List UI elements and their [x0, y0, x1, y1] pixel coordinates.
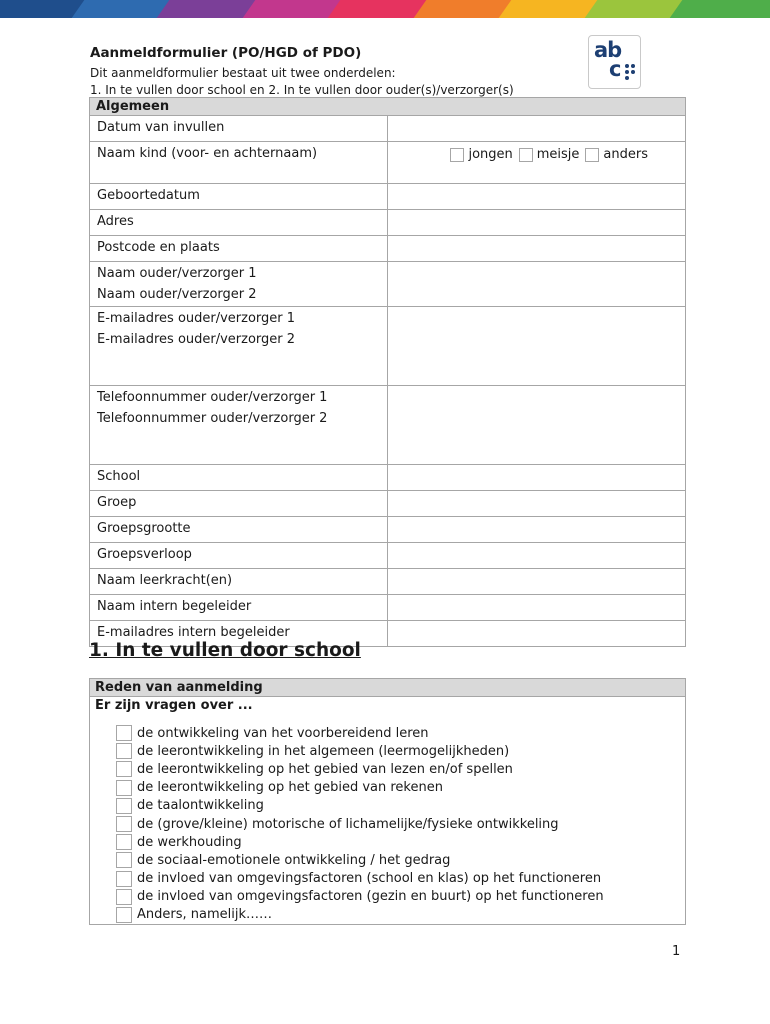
field-value-input[interactable]: [388, 116, 686, 142]
general-heading: Algemeen: [90, 98, 686, 116]
reden-option-label: de leerontwikkeling op het gebied van lezen en/of spellen: [137, 761, 513, 777]
logo-text-ab: ab: [594, 38, 622, 62]
reden-option-label: de werkhouding: [137, 834, 242, 850]
reden-option[interactable]: [116, 779, 685, 797]
field-label-text: Adres: [97, 214, 134, 229]
reden-checkbox[interactable]: [116, 889, 132, 905]
field-value-input[interactable]: [388, 517, 686, 543]
vragen-label: Er zijn vragen over ...: [95, 698, 253, 713]
reden-checkbox[interactable]: [116, 780, 132, 796]
field-label-text: Groepsverloop: [97, 547, 192, 562]
top-color-band: [0, 0, 770, 18]
form-title: Aanmeldformulier (PO/HGD of PDO): [90, 45, 362, 61]
reden-checkbox[interactable]: [116, 871, 132, 887]
field-label: [90, 543, 388, 569]
general-row: [90, 184, 686, 210]
reden-checkbox[interactable]: [116, 761, 132, 777]
general-row: [90, 386, 686, 465]
field-value-input[interactable]: [388, 142, 686, 184]
intro-line-2: 1. In te vullen door school en 2. In te vullen door ouder(s)/verzorger(s): [90, 83, 514, 97]
general-row: [90, 465, 686, 491]
field-label-text: Naam ouder/verzorger 2: [97, 286, 257, 302]
gender-option-label: anders: [603, 147, 648, 162]
field-label: [90, 386, 388, 465]
field-value-input[interactable]: [388, 491, 686, 517]
general-row: [90, 116, 686, 142]
reden-checkbox[interactable]: [116, 816, 132, 832]
reden-checkbox[interactable]: [116, 852, 132, 868]
reden-option[interactable]: [116, 833, 685, 851]
field-label-text: Groepsgrootte: [97, 521, 191, 536]
reden-option[interactable]: [116, 815, 685, 833]
field-label-text: Telefoonnummer ouder/verzorger 1: [97, 390, 328, 405]
field-label-text: Naam intern begeleider: [97, 599, 252, 614]
reden-checkbox[interactable]: [116, 834, 132, 850]
general-row: [90, 595, 686, 621]
gender-option[interactable]: [585, 147, 648, 162]
general-row: [90, 236, 686, 262]
field-label: [90, 307, 388, 386]
reden-option-label: de invloed van omgevingsfactoren (school en klas) op het functioneren: [137, 871, 602, 887]
gender-option-label: meisje: [536, 147, 580, 162]
reden-option-label: de leerontwikkeling in het algemeen (leermogelijkheden): [137, 743, 510, 759]
reden-option[interactable]: [116, 797, 685, 815]
reden-option-label: de ontwikkeling van het voorbereidend leren: [137, 725, 429, 741]
reden-heading: Reden van aanmelding: [90, 679, 685, 697]
general-row: [90, 210, 686, 236]
field-label-text: Postcode en plaats: [97, 240, 220, 255]
abc-logo: [588, 35, 641, 89]
reden-option[interactable]: [116, 760, 685, 778]
field-value-input[interactable]: [388, 621, 686, 647]
general-row: [90, 307, 686, 386]
gender-options: [388, 146, 685, 162]
gender-option-label: jongen: [468, 147, 513, 162]
field-value-input[interactable]: [388, 386, 686, 465]
field-value-input[interactable]: [388, 595, 686, 621]
field-label-text: Naam kind (voor- en achternaam): [97, 146, 318, 161]
field-label-text: School: [97, 469, 141, 484]
reden-options-list: [116, 724, 685, 924]
reden-option[interactable]: [116, 870, 685, 888]
field-label: [90, 569, 388, 595]
field-value-input[interactable]: [388, 210, 686, 236]
field-label-text: E-mailadres ouder/verzorger 1: [97, 311, 296, 326]
gender-checkbox[interactable]: [450, 148, 464, 162]
field-label-text: E-mailadres intern begeleider: [97, 625, 290, 640]
general-row: [90, 491, 686, 517]
logo-dots-icon: [625, 64, 635, 80]
field-label: [90, 236, 388, 262]
section-1-heading: 1. In te vullen door school: [89, 640, 361, 661]
reden-option[interactable]: [116, 906, 685, 924]
reden-option[interactable]: [116, 742, 685, 760]
field-label-text: E-mailadres ouder/verzorger 2: [97, 331, 296, 347]
general-row: [90, 543, 686, 569]
field-value-input[interactable]: [388, 543, 686, 569]
general-row: [90, 517, 686, 543]
reden-option[interactable]: [116, 724, 685, 742]
field-label-text: Telefoonnummer ouder/verzorger 2: [97, 410, 328, 426]
field-label: [90, 184, 388, 210]
general-row: [90, 262, 686, 307]
field-label: [90, 116, 388, 142]
field-label-text: Geboortedatum: [97, 188, 200, 203]
reden-checkbox[interactable]: [116, 907, 132, 923]
field-value-input[interactable]: [388, 465, 686, 491]
field-label: [90, 262, 388, 307]
field-label: [90, 491, 388, 517]
reden-option-label: de leerontwikkeling op het gebied van rekenen: [137, 780, 443, 796]
field-label-text: Naam ouder/verzorger 1: [97, 266, 257, 281]
gender-option[interactable]: [519, 147, 580, 162]
field-label: [90, 465, 388, 491]
reden-van-aanmelding-box: [89, 678, 686, 925]
reden-option-label: de invloed van omgevingsfactoren (gezin en buurt) op het functioneren: [137, 889, 604, 905]
general-row: [90, 142, 686, 184]
field-label: [90, 210, 388, 236]
field-value-input[interactable]: [388, 262, 686, 307]
reden-option[interactable]: [116, 888, 685, 906]
reden-checkbox[interactable]: [116, 798, 132, 814]
reden-option-label: de taalontwikkeling: [137, 798, 264, 814]
intro-line-1: Dit aanmeldformulier bestaat uit twee onderdelen:: [90, 66, 396, 80]
field-label-text: Datum van invullen: [97, 120, 225, 135]
reden-checkbox[interactable]: [116, 743, 132, 759]
reden-checkbox[interactable]: [116, 725, 132, 741]
field-value-input[interactable]: [388, 236, 686, 262]
general-table: [89, 97, 686, 647]
field-label-text: Naam leerkracht(en): [97, 573, 233, 588]
field-value-input[interactable]: [388, 569, 686, 595]
reden-option-label: Anders, namelijk……: [137, 907, 272, 923]
field-label: [90, 142, 388, 184]
general-row: [90, 569, 686, 595]
field-value-input[interactable]: [388, 307, 686, 386]
page-number: 1: [672, 944, 681, 959]
gender-checkbox[interactable]: [585, 148, 599, 162]
logo-text-c: c: [609, 57, 622, 81]
field-label-text: Groep: [97, 495, 137, 510]
band-segment: [670, 0, 770, 18]
reden-option-label: de sociaal-emotionele ontwikkeling / het gedrag: [137, 852, 451, 868]
field-value-input[interactable]: [388, 184, 686, 210]
gender-checkbox[interactable]: [519, 148, 533, 162]
reden-option-label: de (grove/kleine) motorische of lichamelijke/fysieke ontwikkeling: [137, 816, 559, 832]
field-label: [90, 517, 388, 543]
reden-option[interactable]: [116, 851, 685, 869]
field-label: [90, 595, 388, 621]
gender-option[interactable]: [450, 147, 512, 162]
